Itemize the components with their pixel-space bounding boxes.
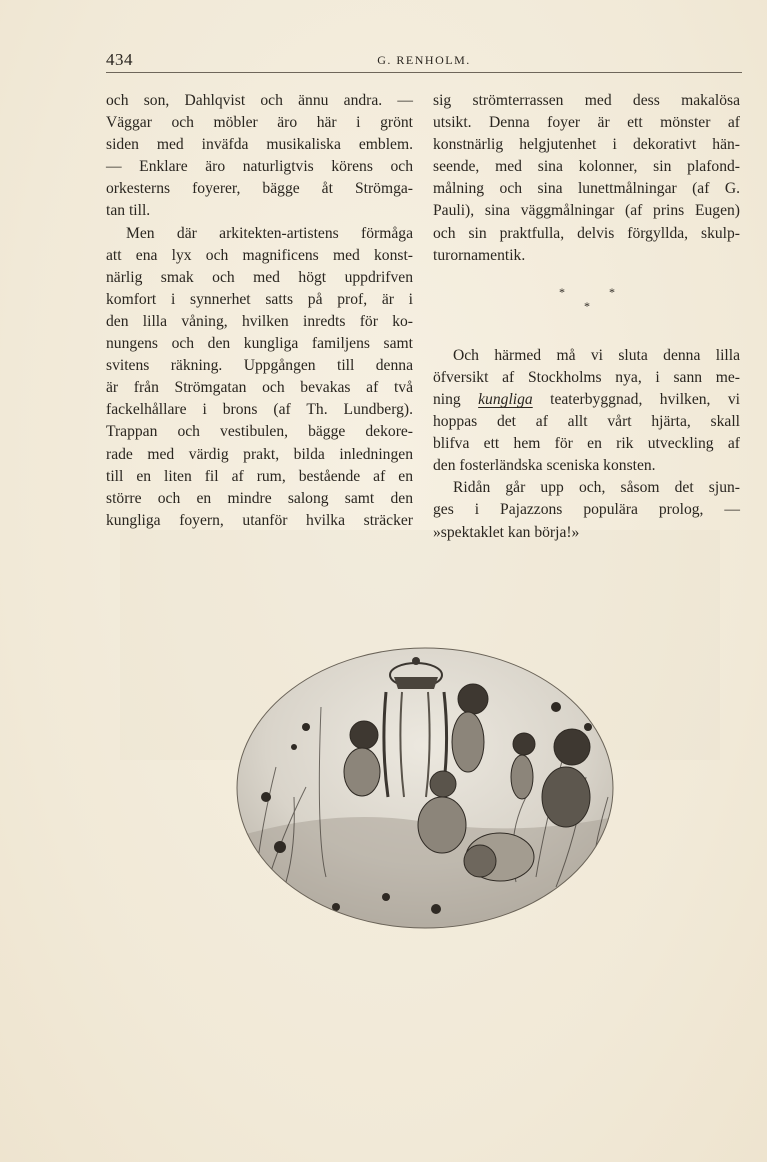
text-line: seende, med sina kolonner, sin plafond-	[433, 158, 740, 176]
text-line: öfversikt af Stockholms nya, i sann me-	[433, 368, 740, 386]
text-line: svitens räkning. Uppgången till denna	[106, 357, 413, 375]
text-line	[433, 389, 740, 411]
paragraph	[106, 223, 413, 532]
text-line: målning och sina lunettmålningar (af G.	[433, 180, 740, 198]
text-line: den lilla våning, hvilken inredts för ko-	[106, 312, 413, 330]
text-line: Ridån går upp och, såsom det sjun-	[453, 479, 740, 497]
page-number: 434	[106, 50, 133, 69]
text-line: till en liten fil af rum, bestående af en	[106, 467, 413, 485]
page-header	[106, 50, 742, 72]
paragraph	[433, 90, 740, 267]
asterisk: *	[584, 298, 590, 313]
text-line: rade med värdig prakt, bilda inledningen	[106, 445, 413, 463]
text-line: och sin praktfulla, delvis förgyllda, skulp-	[433, 224, 740, 242]
text-line: Väggar och möbler äro här i grönt	[106, 114, 413, 132]
text-line: tan till.	[106, 202, 151, 220]
text-line: utsikt. Denna foyer är ett mönster af	[433, 114, 740, 132]
text-line: fackelhållare i brons (af Th. Lundberg).	[106, 401, 413, 419]
asterisk: *	[609, 284, 615, 299]
text-line: konstnärlig helgjutenhet i dekorativt hän-	[433, 136, 740, 154]
text-line: orkesterns foyerer, bägge åt Strömga-	[106, 180, 413, 198]
right-column	[433, 90, 740, 544]
text-line: att ena lyx och magnificens med konst-	[106, 246, 413, 264]
text-line: turornamentik.	[433, 246, 526, 264]
text-fragment: ning	[433, 390, 479, 408]
text-line: Pauli), sina väggmålningar (af prins Eugen)	[433, 202, 740, 220]
text-line: kungliga foyern, utanför hvilka sträcker	[106, 511, 413, 529]
section-break-asterism	[433, 275, 740, 335]
text-line: siden med inväfda musikaliska emblem.	[106, 136, 413, 154]
text-line: sig strömterrassen med dess makalösa	[433, 92, 740, 109]
text-fragment: teaterbyggnad, hvilken, vi	[532, 390, 740, 408]
asterisk: *	[559, 284, 565, 299]
text-line: är från Strömgatan och bevakas af två	[106, 379, 413, 397]
text-line: större och en mindre salong samt den	[106, 489, 413, 507]
text-line: »spektaklet kan börja!»	[433, 523, 580, 541]
text-line: blifva ett hem för en rik utveckling af	[433, 435, 740, 453]
text-line: nungens och den kungliga familjens samt	[106, 335, 413, 353]
text-line: hoppas det af allt vårt hjärta, skall	[433, 413, 740, 431]
text-line: närlig smak och med högt uppdrifven	[106, 268, 413, 286]
text-line: Men där arkitekten-artistens förmåga	[126, 224, 413, 242]
oval-illustration	[236, 647, 614, 929]
paragraph	[106, 90, 413, 223]
text-line: — Enklare äro naturligtvis körens och	[106, 158, 413, 176]
text-line: Trappan och vestibulen, bägge dekore-	[106, 423, 413, 441]
header-rule	[106, 72, 742, 73]
text-line: komfort i synnerhet satts på prof, är i	[106, 290, 413, 308]
paragraph	[433, 345, 740, 478]
emphasis-word: kungliga	[478, 390, 533, 408]
text-line: den fosterländska sceniska konsten.	[433, 457, 656, 475]
running-head: G. RENHOLM.	[377, 53, 471, 67]
text-line: Och härmed må vi sluta denna lilla	[453, 346, 740, 364]
text-line: ges i Pajazzons populära prolog, —	[433, 501, 740, 519]
text-line: och son, Dahlqvist och ännu andra. —	[106, 92, 413, 109]
paragraph	[433, 477, 740, 543]
left-column	[106, 90, 413, 532]
